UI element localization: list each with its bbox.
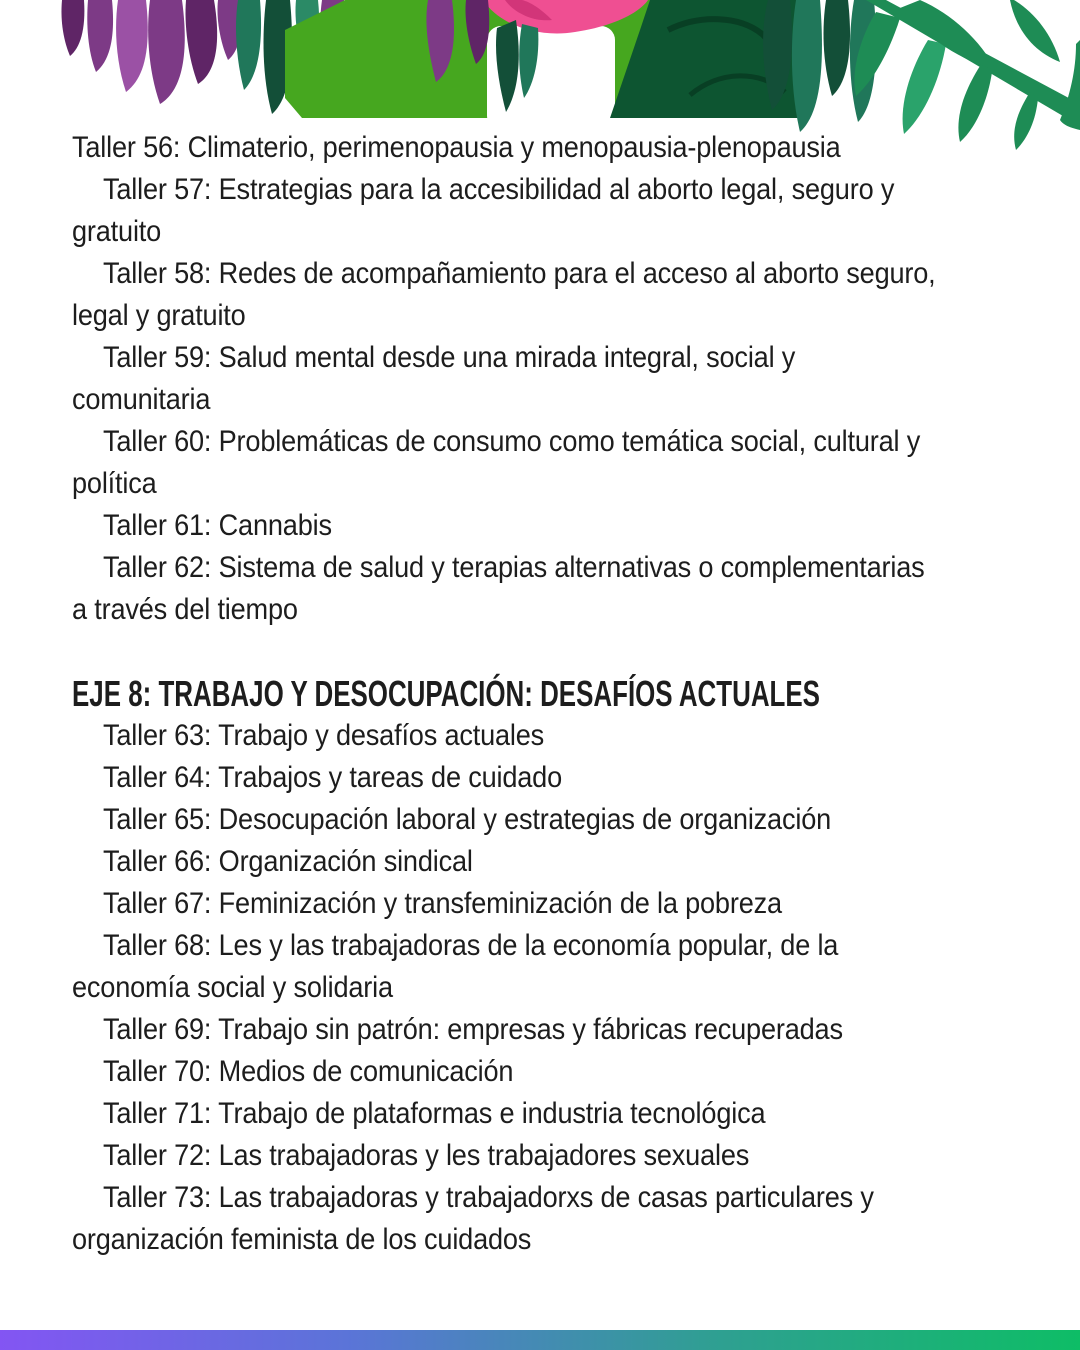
workshop-line: Taller 72: Las trabajadoras y les trabajadores sexuales xyxy=(103,1139,750,1172)
workshop-line: Taller 61: Cannabis xyxy=(103,509,332,542)
workshop-line: Taller 70: Medios de comunicación xyxy=(103,1055,514,1088)
workshop-line: Taller 68: Les y las trabajadoras de la economía popular, de la xyxy=(103,929,839,962)
purple-leaf-cluster xyxy=(61,0,241,104)
workshop-line-continuation: legal y gratuito xyxy=(72,299,246,332)
workshop-line: Taller 60: Problemáticas de consumo como temática social, cultural y xyxy=(103,425,921,458)
workshop-line-continuation: economía social y solidaria xyxy=(72,971,393,1004)
workshop-line: Taller 66: Organización sindical xyxy=(103,845,473,878)
workshop-line: Taller 64: Trabajos y tareas de cuidado xyxy=(103,761,563,794)
workshop-line: Taller 71: Trabajo de plataformas e industria tecnológica xyxy=(103,1097,766,1130)
workshop-list xyxy=(0,127,1080,1261)
workshop-line: Taller 63: Trabajo y desafíos actuales xyxy=(103,719,545,752)
workshop-line-continuation: comunitaria xyxy=(72,383,211,416)
workshop-line: Taller 73: Las trabajadoras y trabajadorxs de casas particulares y xyxy=(103,1181,874,1214)
workshop-line: Taller 57: Estrategias para la accesibilidad al aborto legal, seguro y xyxy=(103,173,895,206)
workshop-line-continuation: a través del tiempo xyxy=(72,593,298,626)
workshop-line: Taller 59: Salud mental desde una mirada integral, social y xyxy=(103,341,796,374)
workshop-line-continuation: gratuito xyxy=(72,215,162,248)
workshop-line: Taller 65: Desocupación laboral y estrategias de organización xyxy=(103,803,832,836)
footer-gradient-bar xyxy=(0,1330,1080,1350)
workshop-line: Taller 58: Redes de acompañamiento para el acceso al aborto seguro, xyxy=(103,257,936,290)
workshop-line-continuation: política xyxy=(72,467,157,500)
workshop-line: Taller 67: Feminización y transfeminización de la pobreza xyxy=(103,887,782,920)
section-heading-eje-8: EJE 8: TRABAJO Y DESOCUPACIÓN: DESAFÍOS ACTUALES xyxy=(72,673,820,714)
workshop-line-continuation: organización feminista de los cuidados xyxy=(72,1223,532,1256)
workshop-line: Taller 69: Trabajo sin patrón: empresas y fábricas recuperadas xyxy=(103,1013,843,1046)
workshop-line: Taller 56: Climaterio, perimenopausia y menopausia-plenopausia xyxy=(72,131,841,164)
workshop-line: Taller 62: Sistema de salud y terapias alternativas o complementarias xyxy=(103,551,925,584)
